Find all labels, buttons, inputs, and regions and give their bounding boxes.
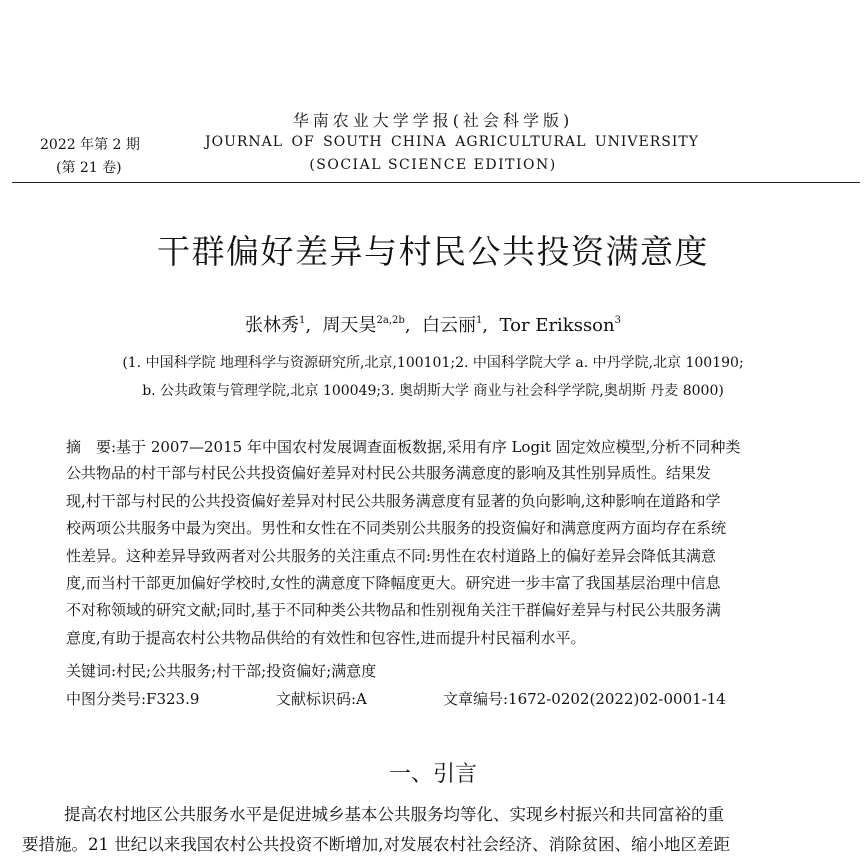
body-text-line: 要措施。21 世纪以来我国农村公共投资不断增加,对发展农村社会经济、消除贫困、缩小地区差距 — [22, 835, 730, 854]
author-affiliation-mark: 3 — [614, 315, 621, 326]
abstract-line: 意度,有助于提高农村公共物品供给的有效性和包容性,进而提升村民福利水平。 — [66, 629, 586, 647]
journal-title-en-word: SOUTH — [323, 134, 383, 150]
author-name: Tor Eriksson — [499, 315, 615, 336]
journal-title-en-word: UNIVERSITY — [594, 134, 699, 150]
article-title: 干群偏好差异与村民公共投资满意度 — [157, 232, 709, 271]
header-divider — [12, 182, 860, 183]
issue-label: 2022 年第 2 期 — [40, 137, 140, 153]
author-name: 白云丽 — [421, 315, 476, 336]
author-name: 张林秀 — [244, 315, 299, 336]
author-separator: , — [482, 315, 500, 336]
abstract-line: 度,而当村干部更加偏好学校时,女性的满意度下降幅度更大。研究进一步丰富了我国基层治理中信息 — [66, 574, 721, 592]
author-name: 周天昊 — [322, 315, 377, 336]
author-affiliation-mark: 1 — [475, 315, 483, 326]
author-list — [0, 311, 866, 337]
author-affiliation-mark: 1 — [298, 315, 306, 326]
author-separator: , — [305, 315, 323, 336]
author-affiliation-mark: 2a,2b — [376, 315, 405, 326]
abstract-line: 不对称领域的研究文献;同时,基于不同种类公共物品和性别视角关注干群偏好差异与村民公共服务满 — [66, 601, 721, 619]
journal-title-en-word: CHINA — [391, 134, 447, 150]
keywords: 关键词:村民;公共服务;村干部;投资偏好;满意度 — [66, 662, 377, 680]
author-separator: , — [404, 315, 422, 336]
abstract-line: 校两项公共服务中最为突出。男性和女性在不同类别公共服务的投资偏好和满意度两方面均存在系统 — [66, 519, 727, 537]
abstract-line: 现,村干部与村民的公共投资偏好差异对村民公共服务满意度有显著的负向影响,这种影响在道路和学 — [66, 492, 721, 510]
body-text-line: 提高农村地区公共服务水平是促进城乡基本公共服务均等化、实现乡村振兴和共同富裕的重 — [64, 805, 724, 824]
affiliation-line: (1. 中国科学院 地理科学与资源研究所,北京,100101;2. 中国科学院大学 a. 中丹学院,北京 100190; — [122, 355, 744, 371]
section-heading: 一、引言 — [388, 762, 477, 787]
abstract-line: 摘 要:基于 2007—2015 年中国农村发展调查面板数据,采用有序 Logit 固定效应模型,分析不同种类 — [66, 438, 741, 456]
article-number: 文章编号:1672-0202(2022)02-0001-14 — [443, 690, 726, 708]
journal-title-en-word: OF — [291, 134, 315, 150]
volume-label: (第 21 卷) — [56, 160, 122, 176]
abstract-line: 性差异。这种差异导致两者对公共服务的关注重点不同:男性在农村道路上的偏好差异会降低其满意 — [66, 547, 717, 565]
journal-title-en-word: JOURNAL — [205, 134, 284, 150]
abstract-line: 公共物品的村干部与村民公共投资偏好差异对村民公共服务满意度的影响及其性别异质性。结果发 — [66, 464, 712, 482]
journal-title-en-word: AGRICULTURAL — [455, 134, 587, 150]
affiliation-line: b. 公共政策与管理学院,北京 100049;3. 奥胡斯大学 商业与社会科学学院,奥胡斯 丹麦 8000) — [142, 383, 724, 399]
clc-number: 中图分类号:F323.9 — [66, 690, 200, 708]
document-code: 文献标识码:A — [276, 690, 367, 708]
journal-title-en — [205, 134, 699, 150]
journal-edition-en: (SOCIAL SCIENCE EDITION) — [309, 157, 557, 173]
journal-title-cn: 华南农业大学学报(社会科学版) — [292, 111, 574, 130]
